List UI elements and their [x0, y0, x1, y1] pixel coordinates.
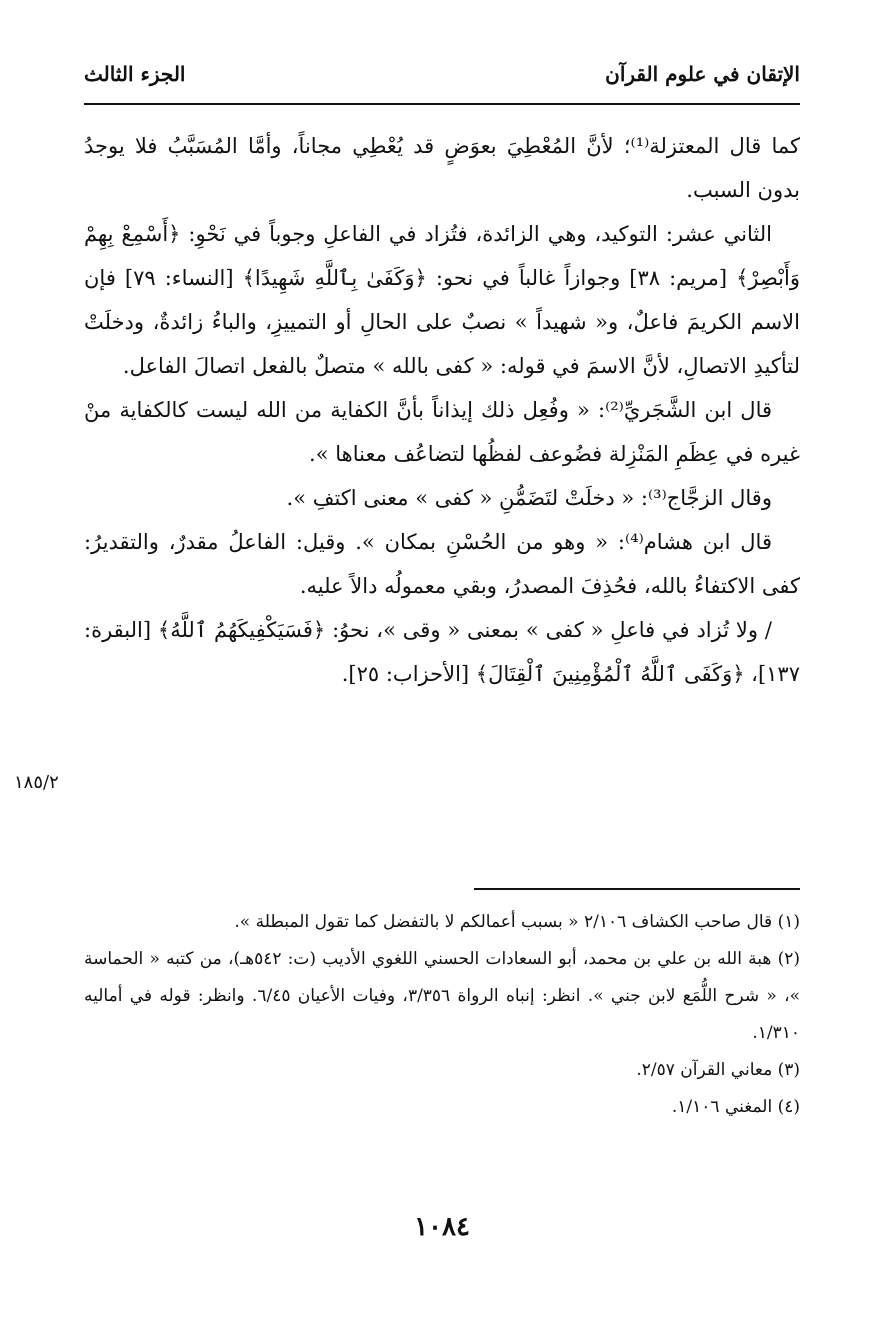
header-rule: [84, 103, 800, 105]
main-text: [84, 124, 800, 696]
paragraph: قال ابن هشام⁽⁴⁾: « وهو من الحُسْنِ بمكان ». وقيل: الفاعلُ مقدرٌ، والتقديرُ: كفى الاكتفاءُ بالله، فحُذِفَ المصدرُ، وبقي معمولُه دالاً عليه.: [84, 530, 800, 598]
footnote: (١) قال صاحب الكشاف ٢/١٠٦ « بسبب أعمالكم لا بالتفضل كما تقول المبطلة ».: [234, 912, 800, 932]
page-number: ١٠٨٤: [414, 1212, 470, 1242]
footnote-rule: [474, 888, 800, 890]
paragraph: / ولا تُزاد في فاعلِ « كفى » بمعنى « وقى »، نحوُ: ﴿فَسَيَكْفِيكَهُمُ ٱللَّهُ﴾ [البقرة: ١٣٧]، ﴿وَكَفَى ٱللَّهُ ٱلْمُؤْمِنِينَ ٱلْقِتَالَ﴾ [الأحزاب: ٢٥].: [84, 618, 800, 686]
footnote: (٣) معاني القرآن ٢/٥٧.: [636, 1060, 800, 1080]
footnote: (٤) المغني ١/١٠٦.: [671, 1097, 800, 1117]
margin-reference: ١٨٥/٢: [14, 772, 59, 793]
footnotes: [84, 904, 800, 1126]
paragraph: وقال الزجَّاج⁽³⁾: « دخلَتْ لتَضَمُّنِ « كفى » معنى اكتفِ ».: [286, 486, 772, 510]
part-label: الجزء الثالث: [84, 62, 186, 86]
footnote: (٢) هبة الله بن علي بن محمد، أبو السعادات الحسني اللغوي الأديب (ت: ٥٤٢هـ)، من كتبه « الحماسة »، « شرح اللُّمَع لابن جني ». انظر: إنباه الرواة ٣/٣٥٦، وفيات الأعيان ٦/٤٥. وانظر: قوله في أماليه ١/٣١٠.: [84, 949, 800, 1043]
paragraph: الثاني عشر: التوكيد، وهي الزائدة، فتُزاد في الفاعلِ وجوباً في نَحْوِ: ﴿أَسْمِعْ بِهِمْ وَأَبْصِرْ﴾ [مريم: ٣٨] وجوازاً غالباً في نحو: ﴿وَكَفَىٰ بِٱللَّهِ شَهِيدًا﴾ [النساء: ٧٩] فإن الاسم الكريمَ فاعلٌ، و« شهيداً » نصبٌ على الحالِ أو التمييزِ، والباءُ زائدةٌ، ودخلَتْ لتأكيدِ الاتصالِ، لأنَّ الاسمَ في قوله: « كفى بالله » متصلٌ بالفعل اتصالَ الفاعل.: [84, 222, 800, 378]
paragraph: كما قال المعتزلة⁽¹⁾؛ لأنَّ المُعْطِيَ بعوَضٍ قد يُعْطِي مجاناً، وأمَّا المُسَبَّبُ فلا يوجدُ بدون السبب.: [84, 134, 800, 202]
running-header: [84, 62, 800, 102]
paragraph: قال ابن الشَّجَريِّ⁽²⁾: « وفُعِل ذلك إيذاناً بأنَّ الكفاية من الله ليست كالكفاية منْ غيره في عِظَمِ المَنْزِلة فضُوعف لفظُها لتضاعُف معناها ».: [84, 398, 800, 466]
book-title: الإتقان في علوم القرآن: [605, 62, 800, 86]
